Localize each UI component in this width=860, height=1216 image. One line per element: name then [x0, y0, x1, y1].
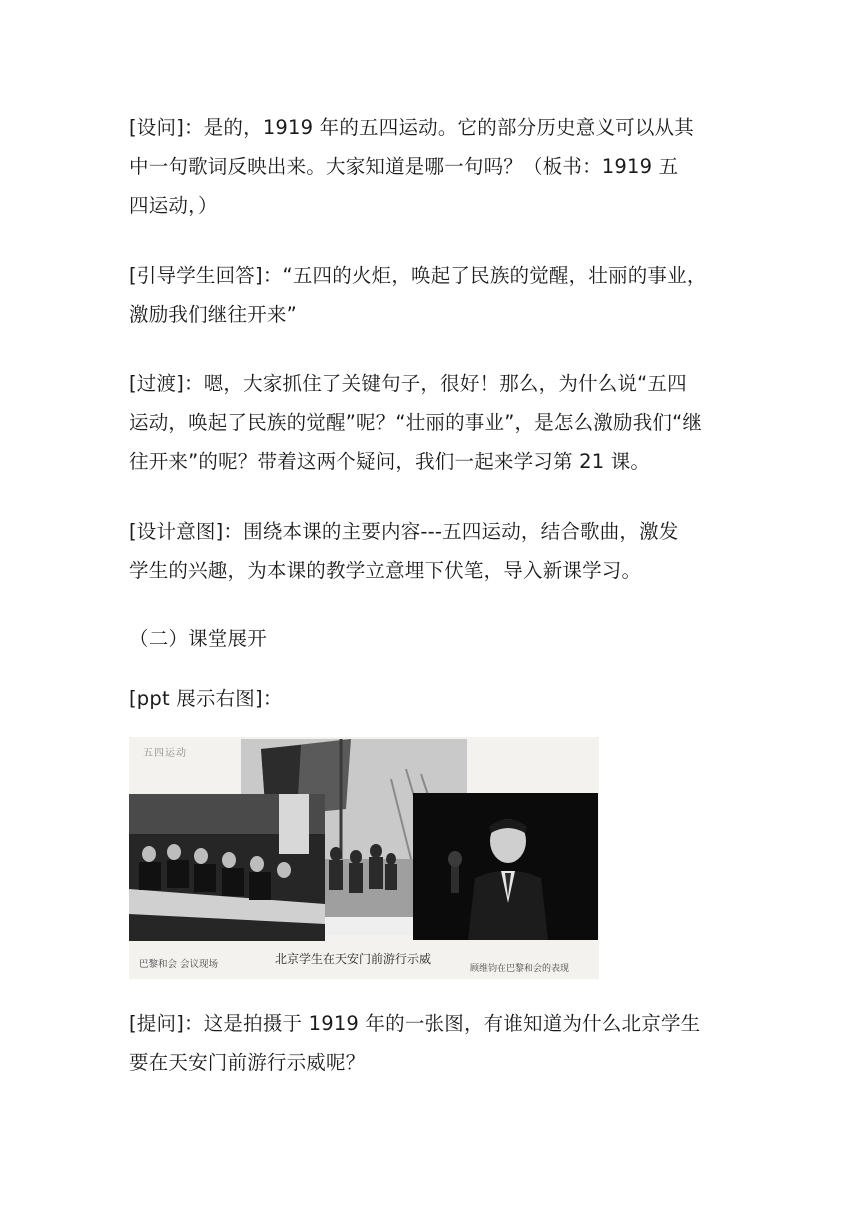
figure-tag: 五四运动: [143, 748, 187, 759]
paragraph-guided-answer: [129, 256, 735, 334]
paragraph-design-intent: [129, 512, 735, 590]
text-line: [设问]：是的，1919 年的五四运动。它的部分历史意义可以从其: [129, 116, 694, 139]
text-line: 运动，唤起了民族的觉醒”呢？“壮丽的事业”，是怎么激励我们“继: [129, 411, 703, 434]
text-line: [提问]：这是拍摄于 1919 年的一张图，有谁知道为什么北京学生: [129, 1012, 701, 1035]
paragraph-ppt-display: [129, 679, 735, 718]
text-line: [设计意图]：围绕本课的主要内容---五四运动，结合歌曲，激发: [129, 520, 679, 543]
photo-wellington-koo: [413, 793, 598, 940]
text-line: [过渡]：嗯，大家抓住了关键句子，很好！那么，为什么说“五四: [129, 372, 687, 395]
text-line: 中一句歌词反映出来。大家知道是哪一句吗？（板书：1919 五: [129, 155, 679, 178]
caption-paris-conference: 巴黎和会 会议现场: [139, 959, 219, 970]
text-line: 激励我们继往开来”: [129, 303, 297, 326]
text-line: 学生的兴趣，为本课的教学立意埋下伏笔，导入新课学习。: [129, 559, 642, 582]
text-line: 四运动，）: [129, 194, 218, 217]
caption-student-protest: 北京学生在天安门前游行示威: [275, 952, 432, 966]
text-line: [引导学生回答]：“五四的火炬，唤起了民族的觉醒，壮丽的事业，: [129, 264, 707, 287]
text-line: （二）课堂展开: [129, 627, 267, 650]
text-line: [ppt 展示右图]：: [129, 687, 283, 710]
section-heading: [129, 619, 735, 658]
text-line: 往开来”的呢？带着这两个疑问，我们一起来学习第 21 课。: [129, 450, 651, 473]
caption-wellington-koo: 顾维钧在巴黎和会的表现: [470, 964, 570, 974]
paragraph-transition: [129, 364, 735, 481]
paragraph-question-2: [129, 1004, 735, 1082]
photo-paris-conference: [129, 794, 325, 941]
ppt-figure: [129, 737, 599, 979]
paragraph-question-1: [129, 108, 735, 225]
text-line: 要在天安门前游行示威呢？: [129, 1051, 366, 1074]
